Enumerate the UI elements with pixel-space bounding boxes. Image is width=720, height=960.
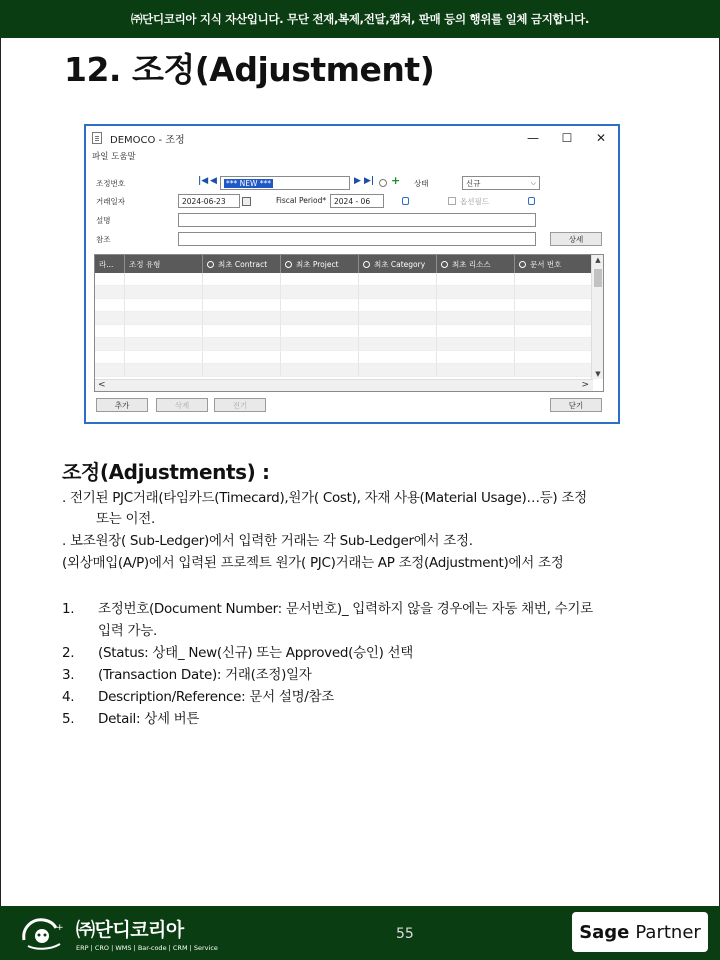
optional-fields-checkbox[interactable]	[448, 197, 456, 205]
maximize-button[interactable]: ☐	[561, 131, 573, 145]
fiscal-period-field[interactable]	[330, 194, 384, 208]
grid-column-label: 최초 Category	[374, 259, 426, 269]
list-item-text: 조정번호(Document Number: 문서번호)_ 입력하지 않을 경우에는 자동 채번, 수기로	[98, 601, 593, 617]
table-cell[interactable]	[437, 286, 515, 298]
grid-column-header[interactable]	[95, 255, 125, 273]
table-cell[interactable]	[437, 299, 515, 311]
optional-fields-zoom-icon[interactable]	[528, 197, 535, 205]
grid-column-label: 조정 유형	[129, 259, 161, 269]
detail-grid[interactable]	[94, 254, 604, 392]
date-value: 2024-06-23	[182, 196, 226, 206]
status-select[interactable]	[462, 176, 540, 190]
table-row[interactable]	[95, 299, 593, 312]
list-item-number: 4.	[62, 689, 75, 705]
table-cell[interactable]	[359, 338, 437, 350]
company-tagline: ERP | CRO | WMS | Bar-code | CRM | Service	[76, 943, 218, 952]
table-cell[interactable]	[281, 312, 359, 324]
table-cell[interactable]	[203, 286, 281, 298]
table-cell[interactable]	[437, 338, 515, 350]
add-button[interactable]: 추가	[96, 398, 148, 412]
table-cell[interactable]	[203, 325, 281, 337]
grid-column-label: 최초 리소스	[452, 259, 491, 269]
table-cell[interactable]	[359, 299, 437, 311]
table-cell[interactable]	[125, 351, 203, 363]
table-cell[interactable]	[203, 338, 281, 350]
table-cell[interactable]	[95, 299, 125, 311]
table-cell[interactable]	[515, 286, 593, 298]
table-cell[interactable]	[359, 273, 437, 285]
table-cell[interactable]	[437, 312, 515, 324]
list-item	[62, 664, 702, 686]
list-item	[62, 642, 702, 664]
finder-icon[interactable]	[379, 179, 387, 187]
page-title: 12. 조정(Adjustment)	[64, 50, 435, 89]
status-value: 신규	[466, 178, 481, 188]
table-cell[interactable]	[95, 312, 125, 324]
close-button[interactable]: 닫기	[550, 398, 602, 412]
window-title: DEMOCO - 조정	[110, 134, 185, 146]
table-cell[interactable]	[515, 299, 593, 311]
scroll-up-icon[interactable]: ▲	[595, 256, 601, 264]
scroll-down-icon[interactable]: ▼	[595, 370, 601, 378]
scroll-right-icon[interactable]: >	[581, 380, 589, 390]
company-logo-icon	[18, 914, 68, 952]
grid-column-header[interactable]	[203, 255, 281, 273]
paragraph-1-cont: 또는 이전.	[96, 511, 155, 527]
table-cell[interactable]	[437, 351, 515, 363]
list-item-number: 5.	[62, 711, 75, 727]
table-cell[interactable]	[125, 338, 203, 350]
table-cell[interactable]	[203, 273, 281, 285]
grid-column-header[interactable]	[281, 255, 359, 273]
table-row[interactable]	[95, 325, 593, 338]
window-controls	[516, 131, 618, 145]
search-icon[interactable]	[519, 261, 526, 268]
company-logo	[18, 914, 218, 952]
search-icon[interactable]	[285, 261, 292, 268]
table-row[interactable]	[95, 312, 593, 325]
table-cell[interactable]	[437, 273, 515, 285]
scroll-thumb[interactable]	[594, 269, 602, 287]
grid-column-header[interactable]	[125, 255, 203, 273]
list-item-text: Description/Reference: 문서 설명/참조	[98, 689, 335, 705]
table-row[interactable]	[95, 338, 593, 351]
table-cell[interactable]	[359, 351, 437, 363]
grid-column-header[interactable]	[515, 255, 593, 273]
paragraph-3: (외상매입(A/P)에서 입력된 프로젝트 원가( PJC)거래는 AP 조정(Adjustment)에서 조정	[62, 555, 564, 571]
table-cell[interactable]	[95, 338, 125, 350]
list-item-number	[62, 620, 98, 642]
grid-header	[95, 255, 593, 273]
table-cell[interactable]	[95, 364, 125, 376]
fiscal-value: 2024 - 06	[334, 196, 371, 206]
list-item	[62, 708, 702, 730]
footer	[0, 906, 720, 960]
table-cell[interactable]	[203, 364, 281, 376]
table-cell[interactable]	[515, 325, 593, 337]
date-field[interactable]	[178, 194, 240, 208]
last-record-icon[interactable]: ▶|	[364, 176, 375, 186]
grid-column-header[interactable]	[359, 255, 437, 273]
list-item-number: 1.	[62, 601, 75, 617]
table-cell[interactable]	[359, 312, 437, 324]
table-cell[interactable]	[125, 364, 203, 376]
fiscal-label: Fiscal Period*	[276, 196, 327, 205]
desc-label: 설명	[96, 216, 111, 225]
table-cell[interactable]	[281, 273, 359, 285]
grid-column-header[interactable]	[437, 255, 515, 273]
table-cell[interactable]	[125, 273, 203, 285]
copyright-banner: ㈜단디코리아 지식 자산입니다. 무단 전재,복제,전달,캡쳐, 판매 등의 행위를 일체 금지합니다.	[0, 0, 720, 38]
table-cell[interactable]	[125, 312, 203, 324]
table-cell[interactable]	[437, 364, 515, 376]
svg-text:+: +	[56, 923, 64, 933]
page-number: 55	[396, 926, 414, 942]
list-item-text: (Status: 상태_ New(신규) 또는 Approved(승인) 선택	[98, 645, 414, 661]
first-record-icon[interactable]: |◀	[198, 176, 209, 186]
table-cell[interactable]	[281, 338, 359, 350]
ref-label: 참조	[96, 235, 111, 244]
list-item-number: 2.	[62, 645, 75, 661]
list-item-text: 입력 가능.	[98, 623, 157, 639]
table-cell[interactable]	[359, 286, 437, 298]
search-icon[interactable]	[441, 261, 448, 268]
table-cell[interactable]	[125, 299, 203, 311]
table-cell[interactable]	[125, 286, 203, 298]
section-title: 조정(Adjustments) :	[62, 460, 270, 484]
grid-body[interactable]	[95, 273, 593, 379]
table-cell[interactable]	[95, 273, 125, 285]
table-cell[interactable]	[515, 338, 593, 350]
list-item	[62, 620, 702, 642]
reference-input[interactable]	[178, 232, 536, 246]
list-item	[62, 598, 702, 620]
table-cell[interactable]	[203, 299, 281, 311]
status-label: 상태	[414, 179, 429, 188]
detail-button[interactable]: 상세	[550, 232, 602, 246]
table-cell[interactable]	[203, 312, 281, 324]
table-cell[interactable]	[203, 351, 281, 363]
grid-column-label: 최초 Contract	[218, 259, 268, 269]
table-cell[interactable]	[95, 325, 125, 337]
new-record-icon[interactable]: +	[391, 174, 401, 187]
list-item	[62, 686, 702, 708]
table-cell[interactable]	[515, 364, 593, 376]
company-name: ㈜단디코리아	[76, 918, 184, 941]
search-icon[interactable]	[363, 261, 370, 268]
list-item-text: Detail: 상세 버튼	[98, 711, 200, 727]
delete-button[interactable]: 삭제	[156, 398, 208, 412]
calendar-icon[interactable]	[242, 197, 251, 206]
list-item-number: 3.	[62, 667, 75, 683]
header-form	[92, 174, 612, 254]
doc-no-field[interactable]	[220, 176, 350, 190]
chevron-down-icon: ⌵	[530, 178, 536, 187]
table-cell[interactable]	[359, 325, 437, 337]
paragraph-2: . 보조원장( Sub-Ledger)에서 입력한 거래는 각 Sub-Ledger에서 조정.	[62, 533, 473, 549]
table-cell[interactable]	[437, 325, 515, 337]
post-button[interactable]: 전기	[214, 398, 266, 412]
grid-column-label: 라...	[99, 259, 114, 269]
doc-no-value: *** NEW ***	[226, 178, 272, 188]
table-cell[interactable]	[281, 299, 359, 311]
menu-bar[interactable]: 파일 도움말	[86, 150, 618, 166]
vertical-scrollbar[interactable]	[591, 255, 603, 379]
search-icon[interactable]	[207, 261, 214, 268]
numbered-list	[62, 598, 702, 730]
zoom-icon[interactable]	[402, 197, 409, 205]
table-cell[interactable]	[125, 325, 203, 337]
description-input[interactable]	[178, 213, 536, 227]
adjustment-window	[84, 124, 620, 424]
optional-fields-label: 옵션필드	[460, 197, 489, 206]
table-cell[interactable]	[515, 351, 593, 363]
table-cell[interactable]	[95, 351, 125, 363]
table-row[interactable]	[95, 364, 593, 377]
document-icon	[92, 132, 102, 144]
date-label: 거래일자	[96, 197, 125, 206]
table-cell[interactable]	[281, 286, 359, 298]
list-item-text: (Transaction Date): 거래(조정)일자	[98, 667, 312, 683]
grid-column-label: 최초 Project	[296, 259, 339, 269]
sage-partner-logo	[570, 910, 710, 954]
horizontal-scrollbar[interactable]	[95, 379, 593, 391]
window-titlebar	[86, 126, 618, 150]
table-row[interactable]	[95, 351, 593, 364]
partner-text: Partner	[635, 921, 701, 943]
table-cell[interactable]	[515, 273, 593, 285]
table-cell[interactable]	[515, 312, 593, 324]
close-window-button[interactable]: ✕	[595, 131, 607, 145]
scroll-left-icon[interactable]: <	[98, 380, 106, 390]
next-record-icon[interactable]: ▶	[354, 176, 361, 186]
doc-no-label: 조정번호	[96, 179, 125, 188]
table-row[interactable]	[95, 286, 593, 299]
table-cell[interactable]	[281, 364, 359, 376]
paragraph-1: . 전기된 PJC거래(타임카드(Timecard),원가( Cost), 자재 사용(Material Usage)…등) 조정	[62, 490, 587, 506]
prev-record-icon[interactable]: ◀	[210, 176, 217, 186]
grid-column-label: 문서 번호	[530, 259, 562, 269]
table-row[interactable]	[95, 273, 593, 286]
sage-brand: Sage	[579, 921, 630, 943]
table-cell[interactable]	[281, 325, 359, 337]
minimize-button[interactable]: —	[527, 131, 539, 145]
table-cell[interactable]	[281, 351, 359, 363]
table-cell[interactable]	[359, 364, 437, 376]
table-cell[interactable]	[95, 286, 125, 298]
